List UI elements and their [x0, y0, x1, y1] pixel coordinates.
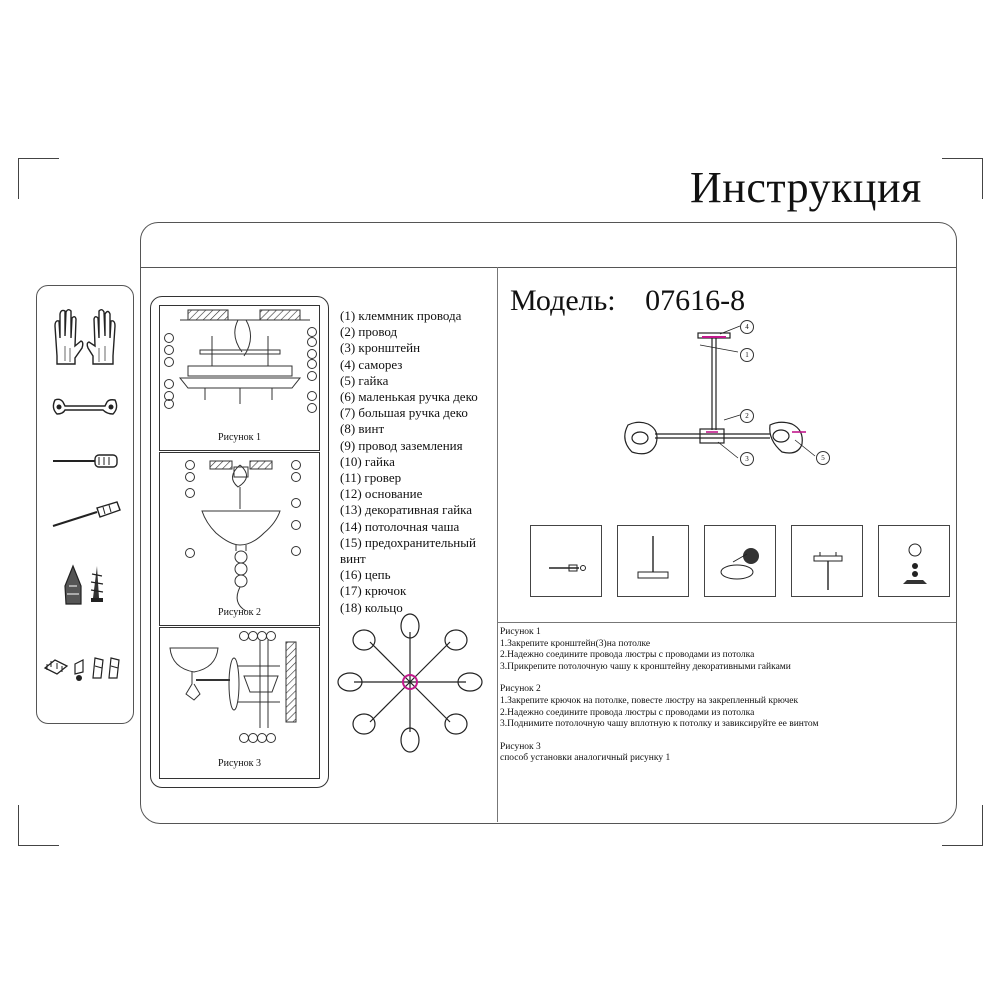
figure-2-caption: Рисунок 2 [218, 607, 261, 618]
callout-4: 4 [740, 320, 754, 334]
callout-1: 1 [740, 348, 754, 362]
page-title: Инструкция [690, 163, 922, 212]
instructions [500, 627, 950, 765]
legend-item: (1) клеммник провода [340, 308, 462, 323]
step-4-icon [792, 526, 862, 596]
legend-item: (10) гайка [340, 453, 395, 469]
figure-3-caption: Рисунок 3 [218, 758, 261, 769]
instr-section-3-title: Рисунок 3 [500, 741, 541, 752]
instr-section-1-title: Рисунок 1 [500, 627, 541, 637]
legend-item: (7) большая ручка деко [340, 405, 468, 421]
step-1-icon [531, 526, 601, 596]
instr-line: 1.Закрепите кронштейн(3)на потолке [500, 638, 651, 649]
instr-line: способ установки аналогичный рисунку 1 [500, 753, 671, 764]
callout-5: 5 [816, 451, 830, 465]
legend-item: (17) крючок [340, 583, 407, 599]
legend-item: (8) винт [340, 421, 385, 437]
model-number: 07616-8 [645, 284, 746, 317]
legend-item: (12) основание [340, 486, 423, 502]
instr-line: 2.Надежно соедините провода люстры с проводами из потолка [500, 707, 755, 718]
step-2-icon [618, 526, 688, 596]
step-5-icon [879, 526, 949, 596]
legend-item: (3) кронштейн [340, 340, 421, 356]
legend-item: (11) гровер [340, 470, 402, 486]
instr-section-2-title: Рисунок 2 [500, 684, 541, 695]
step-box-2 [617, 525, 689, 597]
legend-item: (13) декоративная гайка [340, 502, 473, 518]
step-box-3 [704, 525, 776, 597]
legend-item: (2) провод [340, 324, 398, 340]
legend-item: (5) гайка [340, 372, 389, 388]
step-box-4 [791, 525, 863, 597]
callout-3: 3 [740, 452, 754, 466]
legend-item: (4) саморез [340, 356, 403, 372]
legend-item: (6) маленькая ручка деко [340, 389, 478, 405]
step-3-icon [705, 526, 775, 596]
legend-item: (15) предохранительный [340, 534, 476, 550]
legend-item: (18) кольцо [340, 599, 403, 615]
instr-line: 3.Прикрепите потолочную чашу к кронштейну декоративными гайками [500, 661, 791, 672]
legend-item: винт [340, 551, 366, 567]
legend-item: (16) цепь [340, 567, 391, 583]
step-box-5 [878, 525, 950, 597]
model-label: Модель: [510, 284, 616, 317]
instr-line: 3.Поднимите потолочную чашу вплотную к потолку и завиксируйте ее винтом [500, 719, 819, 730]
instr-line: 1.Закрепите крючок на потолке, повесте люстру на закрепленный крючек [500, 695, 799, 706]
legend-item: (9) провод заземления [340, 437, 463, 453]
legend-item: (14) потолочная чаша [340, 518, 460, 534]
figure-1-caption: Рисунок 1 [218, 432, 261, 443]
step-box-1 [530, 525, 602, 597]
callout-2: 2 [740, 409, 754, 423]
instr-line: 2.Надежно соедините провода люстры с проводами из потолка [500, 650, 755, 661]
